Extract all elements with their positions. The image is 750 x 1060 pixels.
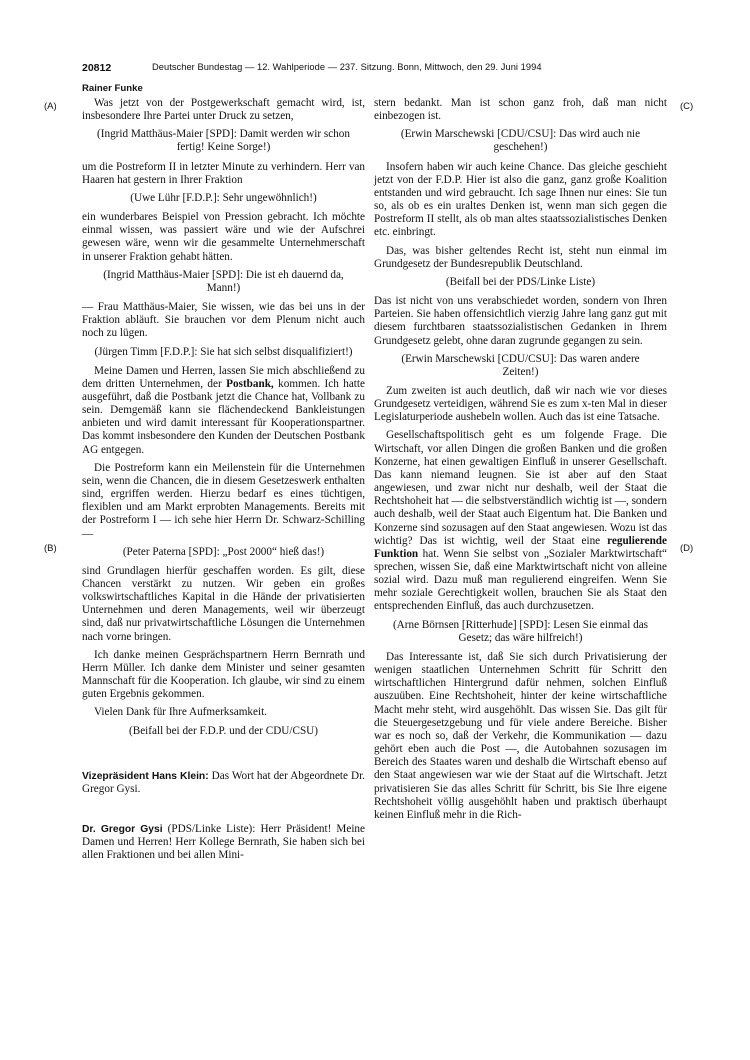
emphasis-regulating-function: regulierende Funktion: [374, 534, 667, 560]
emphasis-postbank: Postbank,: [226, 377, 274, 390]
text-run: hat. Wenn Sie selbst von „Sozialer Marktwirtschaft“ sprechen, wissen Sie, daß eine Marktwirtschaft nicht von alleine sozial wird. Dazu muß man regulierend eingreifen. Wenn Sie mehr soziale Gerechtigkeit wollen, brauchen Sie als Staat den entsprechenden Einfluß, das auch durchzusetzen.: [374, 547, 667, 613]
margin-mark-a: (A): [44, 101, 57, 112]
section-spacer: [82, 801, 365, 823]
interjection: (Jürgen Timm [F.D.P.]: Sie hat sich selbst disqualifiziert!): [94, 345, 353, 358]
paragraph: sind Grundlagen hierfür geschaffen worden. Es gilt, diese Chancen verstärkt zu nutzen. Wir geben ein großes volkswirtschaftliches Kapital in die Hände der privatisierten Unternehmen und deren Managements, weil wir überzeugt sind, daß nur privatwirtschaftliche Lösungen die Unternehmen nach vorne bringen.: [82, 564, 365, 643]
interjection: (Erwin Marschewski [CDU/CSU]: Das wird auch nie geschehen!): [400, 128, 641, 154]
text-run: kommen. Ich hatte ausgeführt, daß die Postbank jetzt die Chance hat, Vollbank zu sein. Demgemäß kann sie flächendeckend Bankleistungen anbieten und wird damit interessant für Kooperationspartner. Das kommt insbesondere den Kunden der Deutschen Postbank AG entgegen.: [82, 377, 365, 456]
paragraph: Zum zweiten ist auch deutlich, daß wir nach wie vor dieses Grundgesetz verteidigen, während Sie es zum x-ten Mal in dieser Legislaturperiode aushebeln wollen. Auch das ist eine Tatsache.: [374, 384, 667, 424]
text-run: Gesellschaftspolitisch geht es um folgende Frage. Die Wirtschaft, vor allen Dingen die großen Banken und die großen Konzerne, hat einen gewaltigen Einfluß in unserer Gesellschaft. Das kann niemand leugnen. Sie ist aber auf den Staat angewiesen, und zwar nicht nur deshalb, weil der Staat die Rechtshoheit hat — die selbstverständlich wichtig ist —, sondern auch deshalb, weil der Staat auch Eigentum hat. Die Banken und Konzerne sind sozusagen auf den Staat angewiesen. Wozu ist das wichtig? Das ist wichtig, weil der Staat eine: [374, 429, 667, 547]
interjection: (Peter Paterna [SPD]: „Post 2000“ hieß das!): [122, 545, 325, 558]
paragraph: Das Interessante ist, daß Sie sich durch Privatisierung der wenigen staatlichen Unternehmen Schritt für Schritt den wirtschaftlichen Hintergrund dafür nehmen, solchen Einfluß auszuüben. Eine Rechtshoheit, hinter der keine wirtschaftliche Macht mehr steht, wird ausgehöhlt. Das wissen Sie. Das gilt für die Steuergesetzgebung und für viele andere Bereiche. Bisher war es noch so, daß der Verkehr, die Kommunikation — dazu gehört eben auch die Post —, die Autobahnen sozusagen im Bereich des Staates waren und deshalb die Wirtschaft ebenso auf den Staat angewiesen war wie der Staat auf die Wirtschaft. Jetzt privatisieren Sie das alles Schritt für Schritt, bis Sie Ihre eigene Rechtshoheit völlig ausgehöhlt haben und praktisch überhaupt keinen Einfluß mehr in die Rich-: [374, 650, 667, 821]
paragraph: Was jetzt von der Postgewerkschaft gemacht wird, ist, insbesondere Ihre Partei unter Druck zu setzen,: [82, 97, 365, 123]
running-header: [82, 62, 670, 76]
paragraph: Ich danke meinen Gesprächspartnern Herrn Bernrath und Herrn Müller. Ich danke dem Minister und seiner gesamten Mannschaft für die Kooperation. Ich glaube, wir sind zu einem guten Ergebnis gekommen.: [82, 648, 365, 701]
text-run: Meine Damen und Herren, lassen Sie mich abschließend zu dem dritten Unternehmen, der: [82, 364, 365, 390]
speech-intro-president: [82, 770, 365, 796]
paragraph: Insofern haben wir auch keine Chance. Das gleiche geschieht jetzt von der F.D.P. Hier ist also die ganz, ganz große Koalition entstanden und wird gebraucht. Ich sage Ihnen nur eines: Sie tun so, als ob es ein uraltes Denken ist, wenn man sich gegen die Postreform II stellt, als ob man altes staatssozialistisches Denken etc. einbringt.: [374, 160, 667, 239]
paragraph: — Frau Matthäus-Maier, Sie wissen, wie das bei uns in der Fraktion abläuft. Sie brauchen vor dem Plenum nicht auch noch zu lügen.: [82, 301, 365, 340]
text-run: Das Wort hat der Abgeordnete Dr. Gregor Gysi.: [82, 769, 365, 795]
section-spacer: [82, 744, 365, 770]
interjection: (Arne Börnsen [Ritterhude] [SPD]: Lesen Sie einmal das Gesetz; das wäre hilfreich!): [392, 618, 649, 644]
right-column: [374, 97, 667, 827]
paragraph-postbank: [82, 365, 365, 457]
margin-mark-c: (C): [680, 101, 694, 112]
page-number: 20812: [82, 62, 112, 74]
paragraph: Die Postreform kann ein Meilenstein für die Unternehmen sein, wenn die Chancen, die in diesem Gesetzeswerk enthalten sind, ergriffen werden. Hierzu bedarf es eines tüchtigen, flexiblen und am Markt erprobten Managements. Bereits mit der Postreform I — ich sehe hier Herrn Dr. Schwarz-Schilling —: [82, 461, 365, 540]
paragraph: um die Postreform II in letzter Minute zu verhindern. Herr van Haaren hat gestern in Ihrer Fraktion: [82, 160, 365, 186]
applause-note: (Beifall bei der PDS/Linke Liste): [445, 275, 596, 288]
margin-mark-b: (B): [44, 543, 57, 554]
interjection: (Ingrid Matthäus-Maier [SPD]: Damit werden wir schon fertig! Keine Sorge!): [97, 128, 350, 154]
margin-mark-d: (D): [680, 543, 694, 554]
paragraph: Das ist nicht von uns verabschiedet worden, sondern von Ihren Parteien. Sie haben offensichtlich vierzig Jahre lang ganz gut mit diesem furchtbaren staatssozialistischen Gedanken in Ihrem Grundgesetz gelebt, ohne daran zugrunde gegangen zu sein.: [374, 295, 667, 347]
speaker-name: Vizepräsident Hans Klein:: [82, 770, 209, 782]
text-run: (PDS/Linke Liste): Herr Präsident! Meine Damen und Herren! Herr Kollege Bernrath, Sie haben sich bei allen Fraktionen und bei allen Mini-: [82, 823, 365, 862]
paragraph-regulation: [374, 429, 667, 613]
paragraph: Vielen Dank für Ihre Aufmerksamkeit.: [94, 706, 267, 719]
paragraph: stern bedankt. Man ist schon ganz froh, daß man nicht einbezogen ist.: [374, 97, 667, 123]
left-column: [82, 97, 365, 868]
interjection: (Ingrid Matthäus-Maier [SPD]: Die ist eh dauernd da, Mann!): [103, 268, 344, 294]
paragraph: ein wunderbares Beispiel von Pression gebracht. Ich möchte einmal wissen, was passiert wäre und wie der Aufschrei gewesen wäre, wenn wir die gesammelte Unternehmerschaft in unserer Fraktion gehabt hätten.: [82, 211, 365, 263]
paragraph: Das, was bisher geltendes Recht ist, steht nun einmal im Grundgesetz der Bundesrepublik Deutschland.: [374, 244, 667, 270]
speaker-running-head: Rainer Funke: [82, 83, 143, 94]
speech-intro-gysi: [82, 823, 365, 862]
interjection: (Erwin Marschewski [CDU/CSU]: Das waren andere Zeiten!): [401, 352, 640, 378]
speaker-name: Dr. Gregor Gysi: [82, 824, 163, 836]
applause-note: (Beifall bei der F.D.P. und der CDU/CSU): [129, 724, 318, 737]
interjection: (Uwe Lühr [F.D.P.]: Sehr ungewöhnlich!): [130, 191, 317, 204]
running-title: Deutscher Bundestag — 12. Wahlperiode — 237. Sitzung. Bonn, Mittwoch, den 29. Juni 1994: [152, 62, 542, 72]
